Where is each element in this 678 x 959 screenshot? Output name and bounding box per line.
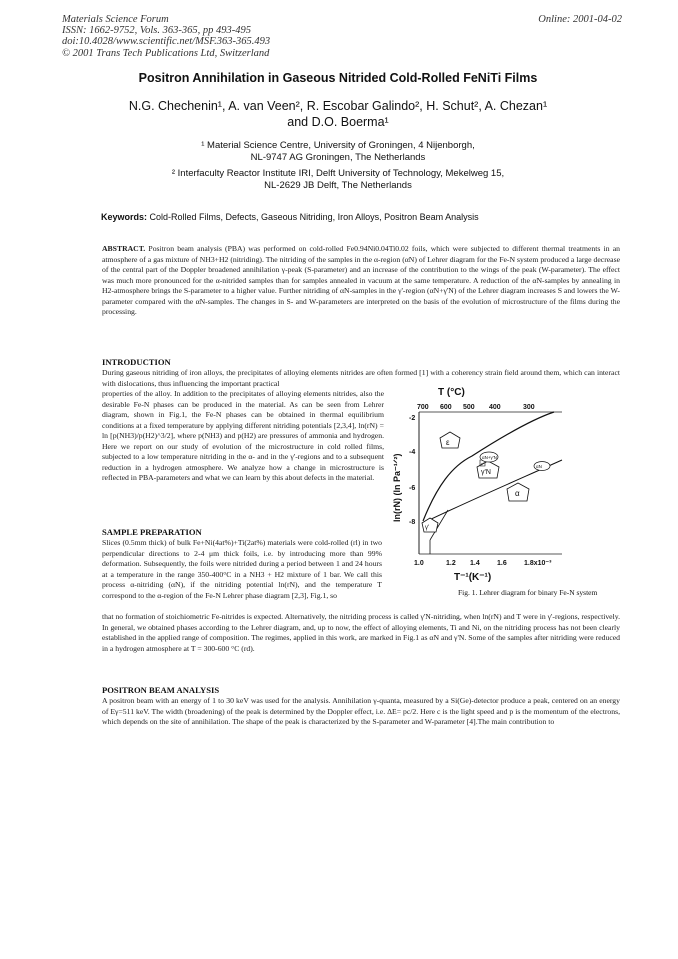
paper-title: Positron Annihilation in Gaseous Nitrided Cold-Rolled FeNiTi Films (138, 71, 538, 85)
phase-epsilon-label: ε (446, 438, 450, 447)
author-list (62, 98, 614, 130)
y-tick-minus-2: -2 (409, 415, 416, 422)
sample-preparation-heading: SAMPLE PREPARATION (102, 527, 202, 537)
phase-epsilon-marker (440, 432, 460, 448)
affiliation-2-line-1: ² Interfaculty Reactor Institute IRI, Delft University of Technology, Mekelweg 15, (171, 168, 505, 179)
top-tick-600: 600 (440, 404, 452, 411)
marker-alphan-gamma-n-label: αN+γ'N (482, 455, 497, 460)
doi-line[interactable]: doi:10.4028/www.scientific.net/MSF.363-365.493 (62, 36, 271, 48)
positron-beam-paragraph-1: A positron beam with an energy of 1 to 30 keV was used for the analysis. Annihilation γ-quanta, measured by a Si(Ge)-detector produce a peak, centered on an energy of Eγ=511 keV. The width (broadening) of the peak is determined by the Doppler effect, i.e. ΔE= pc/2. Here c is the light speed and p is the momentum of the electrons, which depends on the site of annihilation. The shape of the peak is characterized by the S-parameter and W-parameter [4].The main contribution to (102, 696, 620, 726)
affiliation-1 (62, 140, 614, 164)
keywords-label: Keywords: (101, 212, 148, 222)
y-tick-minus-6: -6 (409, 485, 416, 492)
affiliation-1-line-2: NL-9747 AG Groningen, The Netherlands (250, 152, 426, 163)
abstract (102, 244, 620, 318)
abstract-text: Positron beam analysis (PBA) was performed on cold-rolled Fe0.94Ni0.04Ti0.02 foils, which were subjected to different thermal treatments in an atmosphere of a gas mixture of NH3+H2 (nitriding). The nitriding of the samples in the α-region (αN) of Lehrer diagram for the Fe-N system produced a large decrease of the central part of the Doppler broadened annihilation γ-peak (S-parameter) and an increase of the contribution to the wings of the peak (W-parameter). The effect was much more pronounced for the α-nitrided samples than for samples annealed in vacuum at the same temperature. A reduction of the αN-samples by annealing in H2-atmosphere brings the S-parameter to a higher value. Further nitriding of αN-samples in the γ'-region (αN+γ'N) of the Lehrer diagram increases S and lowers the W-parameter compared with the αN-samples. The changes in S- and W-parameters are interpreted on the basis of the evolution of microstructure of the films during the processing. (102, 244, 621, 316)
affiliation-2-line-2: NL-2629 JB Delft, The Netherlands (264, 180, 412, 191)
top-tick-700: 700 (417, 404, 429, 411)
y-tick-minus-8: -8 (409, 519, 416, 526)
bottom-tick-1-6: 1.6 (497, 560, 507, 567)
copyright-line: © 2001 Trans Tech Publications Ltd, Switzerland (62, 47, 270, 59)
phase-gamma-prime-lower-label: γ' (425, 525, 430, 531)
introduction-paragraph-1: During gaseous nitriding of iron alloys, the precipitates of alloying elements nitrides are often formed [1] with a coherency strain field around them, which can interact with dislocations, thus influencing the important practical (102, 368, 620, 388)
figure-caption: Fig. 1. Lehrer diagram for binary Fe-N system (458, 588, 598, 597)
affiliation-2 (62, 168, 614, 192)
abstract-label: ABSTRACT. (102, 244, 146, 253)
bottom-tick-1-4: 1.4 (470, 560, 480, 567)
introduction-paragraph-2: properties of the alloy. In addition to the precipitates of alloying elements nitrides, also the desirable Fe-N phases can be produced in the material. As can be seen from Lehrer diagram, shown in Fig.1, the Fe-N phases can be obtained in thermal equilibrium conditions at a fixed temperature by applying different nitriding potentials [2,3,4], ln(rN) = ln [p(NH3)/p(H2)^3/2], where p(NH3) and p(H2) are pressures of ammonia and hydrogen. Here we report on our study of evolution of the microstructure in cold rolled films, subjected to a low temperature nitriding in the α- and in the γ'-regions and to a subsequent reduction in a hydrogen atmosphere. We analyze how a change in microstructure is reflected in PBA-parameters and what we can learn by this about defects in the material. (102, 389, 384, 482)
y-axis-label: ln(rN) (ln Pa⁻¹ᐟ²) (392, 453, 402, 522)
top-axis-label: T (°C) (438, 387, 465, 398)
bottom-tick-1-2: 1.2 (446, 560, 456, 567)
bottom-tick-1-0: 1.0 (414, 560, 424, 567)
bottom-tick-1-8: 1.8x10⁻³ (524, 560, 552, 567)
sample-preparation-paragraph-1: Slices (0.5mm thick) of bulk Fe+Ni(4at%)+Ti(2at%) materials were cold-rolled (rl) in two perpendicular directions to 2-4 μm thick foils, i.e. by introducing more than 99% deformation. Subsequently, the foils were nitrided during a period between 1 and 24 hours at a temperature in the range 350-400°C in a NH3 + H2 mixture of 1 bar. We call this process α-nitriding (αN), if the nitriding potential ln(rN), and the temperature T correspond to the α-region of the Fe-N Lehrer phase diagram [2,3], Fig.1, so (102, 538, 382, 600)
keywords-text: Cold-Rolled Films, Defects, Gaseous Nitriding, Iron Alloys, Positron Beam Analysis (149, 212, 479, 222)
authors-line-1: N.G. Chechenin¹, A. van Veen², R. Escobar Galindo², H. Schut², A. Chezan¹ (128, 99, 548, 113)
online-date: Online: 2001-04-02 (538, 14, 622, 25)
top-tick-300: 300 (523, 404, 535, 411)
introduction-heading: INTRODUCTION (102, 357, 171, 367)
authors-line-2: and D.O. Boerma¹ (287, 115, 389, 129)
bottom-axis-label: T⁻¹(K⁻¹) (454, 572, 492, 583)
y-tick-minus-4: -4 (409, 449, 416, 456)
positron-beam-heading: POSITRON BEAM ANALYSIS (102, 685, 220, 695)
issn-line: ISSN: 1662-9752, Vols. 363-365, pp 493-495 (62, 25, 251, 37)
journal-name: Materials Science Forum (62, 14, 169, 25)
sample-preparation-paragraph-2: that no formation of stoichiometric Fe-nitrides is expected. Alternatively, the nitriding process is called γ'N-nitriding, when ln(rN) and T were in γ'-regions, respectively. In general, we obtained phases according to the Lehrer diagram, and, up to now, the effect of alloying elements, Ti and Ni, on the nitriding process has not been clearly established in the applied range of composition. The regimes, applied in this work, are marked in Fig.1 as αN and γ'N. Some of the samples after nitriding were reduced in a hydrogen atmosphere at T = 300-600 °C (rd). (102, 612, 620, 653)
phase-alpha-label: α (515, 489, 520, 498)
top-tick-400: 400 (489, 404, 501, 411)
affiliation-1-line-1: ¹ Material Science Centre, University of Groningen, 4 Nijenborgh, (201, 140, 475, 151)
journal-header (62, 14, 622, 59)
top-tick-500: 500 (463, 404, 475, 411)
lehrer-diagram-figure (382, 382, 630, 604)
keywords (101, 212, 621, 222)
phase-gamma-prime-n-label: γ'N (481, 469, 491, 476)
marker-alphan-label: αN (536, 464, 542, 469)
phase-gamma-prime-small-label: γ' (481, 461, 484, 466)
